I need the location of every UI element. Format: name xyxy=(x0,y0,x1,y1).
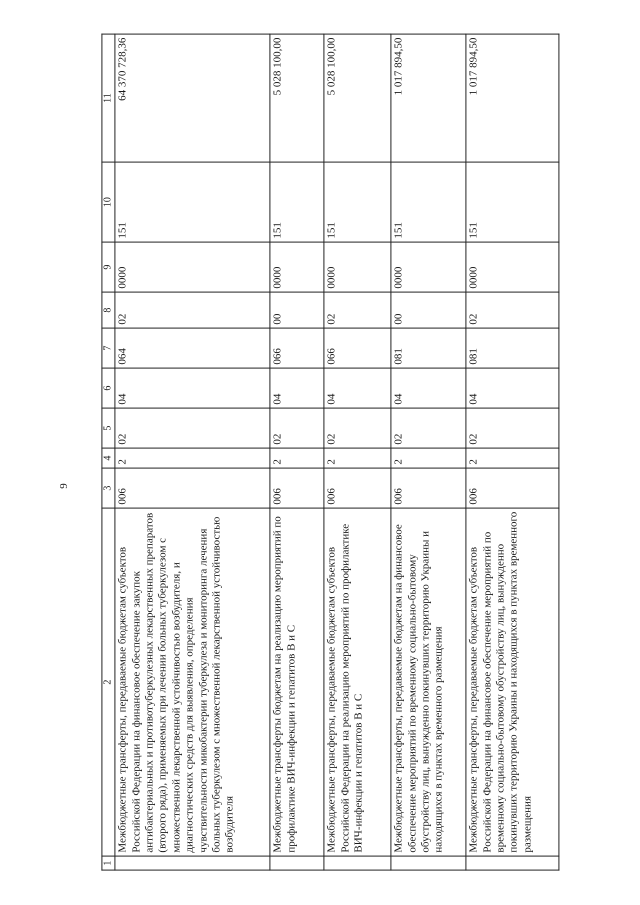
code-10: 151 xyxy=(115,162,270,242)
row-index-cell xyxy=(324,856,391,870)
col-header-11: 11 xyxy=(102,34,115,162)
code-10: 151 xyxy=(324,162,391,242)
code-4: 2 xyxy=(115,448,270,468)
code-3: 006 xyxy=(270,468,324,508)
code-6: 04 xyxy=(324,368,391,408)
code-6: 04 xyxy=(115,368,270,408)
amount: 5 028 100,00 xyxy=(270,34,324,162)
table-row xyxy=(270,34,324,870)
code-4: 2 xyxy=(324,448,391,468)
row-name: Межбюджетные трансферты, передаваемые бюджетам субъектов Российской Федерации на реализацию мероприятий по профилактике ВИЧ-инфекции и гепатитов В и С xyxy=(324,508,391,856)
code-8: 00 xyxy=(270,292,324,328)
col-header-1: 1 xyxy=(102,856,115,870)
code-3: 006 xyxy=(466,468,559,508)
code-9: 0000 xyxy=(391,242,466,292)
code-9: 0000 xyxy=(324,242,391,292)
row-index-cell xyxy=(115,856,270,870)
code-7: 081 xyxy=(391,328,466,368)
code-5: 02 xyxy=(270,408,324,448)
code-9: 0000 xyxy=(270,242,324,292)
code-5: 02 xyxy=(391,408,466,448)
table-row xyxy=(115,34,270,870)
code-8: 02 xyxy=(115,292,270,328)
code-4: 2 xyxy=(466,448,559,468)
page-number: 9 xyxy=(58,482,70,489)
row-index-cell xyxy=(270,856,324,870)
code-4: 2 xyxy=(391,448,466,468)
code-3: 006 xyxy=(391,468,466,508)
row-name: Межбюджетные трансферты, передаваемые бюджетам субъектов Российской Федерации на финансовое обеспечение мероприятий по временному социально-бытовому обустройству лиц, вынужденно покинувших территорию Украины и находящихся в пунктах временного размещения xyxy=(466,508,559,856)
code-8: 02 xyxy=(324,292,391,328)
code-9: 0000 xyxy=(115,242,270,292)
col-header-4: 4 xyxy=(102,448,115,468)
code-10: 151 xyxy=(391,162,466,242)
code-10: 151 xyxy=(270,162,324,242)
code-3: 006 xyxy=(115,468,270,508)
col-header-2: 2 xyxy=(102,508,115,856)
col-header-10: 10 xyxy=(102,162,115,242)
code-8: 00 xyxy=(391,292,466,328)
code-7: 081 xyxy=(466,328,559,368)
code-5: 02 xyxy=(466,408,559,448)
code-10: 151 xyxy=(466,162,559,242)
row-name: Межбюджетные трансферты, передаваемые бюджетам субъектов Российской Федерации на финансовое обеспечение закупок антибактериальных и противотуберкулезных лекарственных препаратов (второго ряда), применяемых при лечении больных туберкулезом с множественной лекарственной устойчивостью возбудителя, и диагностических средств для выявления, определения чувствительности микобактерии туберкулеза и мониторинга лечения больных туберкулезом с множественной лекарственной устойчивостью возбудителя xyxy=(115,508,270,856)
code-6: 04 xyxy=(391,368,466,408)
header-row xyxy=(102,34,115,870)
col-header-8: 8 xyxy=(102,292,115,328)
code-6: 04 xyxy=(270,368,324,408)
amount: 1 017 894,50 xyxy=(466,34,559,162)
col-header-3: 3 xyxy=(102,468,115,508)
amount: 64 370 728,36 xyxy=(115,34,270,162)
row-name: Межбюджетные трансферты бюджетам на реализацию мероприятий по профилактике ВИЧ-инфекции и гепатитов В и С xyxy=(270,508,324,856)
col-header-7: 7 xyxy=(102,328,115,368)
code-7: 066 xyxy=(324,328,391,368)
code-5: 02 xyxy=(324,408,391,448)
amount: 5 028 100,00 xyxy=(324,34,391,162)
code-8: 02 xyxy=(466,292,559,328)
code-4: 2 xyxy=(270,448,324,468)
table-row xyxy=(466,34,559,870)
code-5: 02 xyxy=(115,408,270,448)
code-7: 066 xyxy=(270,328,324,368)
amount: 1 017 894,50 xyxy=(391,34,466,162)
code-6: 04 xyxy=(466,368,559,408)
code-9: 0000 xyxy=(466,242,559,292)
code-7: 064 xyxy=(115,328,270,368)
col-header-6: 6 xyxy=(102,368,115,408)
budget-table xyxy=(101,34,559,871)
code-3: 006 xyxy=(324,468,391,508)
table-row xyxy=(324,34,391,870)
row-index-cell xyxy=(466,856,559,870)
col-header-9: 9 xyxy=(102,242,115,292)
table-row xyxy=(391,34,466,870)
row-index-cell xyxy=(391,856,466,870)
row-name: Межбюджетные трансферты, передаваемые бюджетам на финансовое обеспечение мероприятий по временному социально-бытовому обустройству лиц, вынужденно покинувших территорию Украины и находящихся в пунктах временного размещения xyxy=(391,508,466,856)
col-header-5: 5 xyxy=(102,408,115,448)
